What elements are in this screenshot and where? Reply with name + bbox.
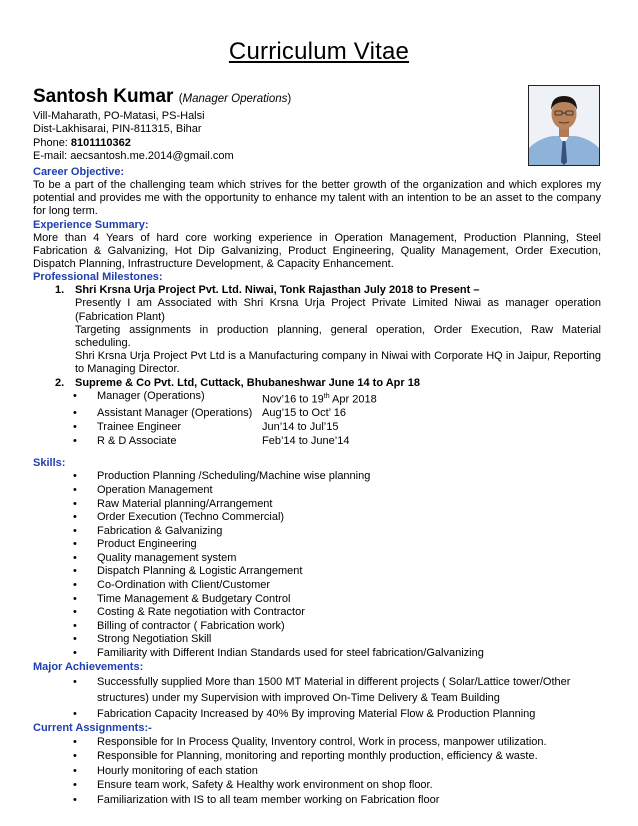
role-title: • Trainee Engineer — [97, 420, 181, 433]
milestone-line: Presently I am Associated with Shri Krsna Urja Project Private Limited Niwai as manager operation (Fabrication Plant) — [75, 297, 601, 323]
career-objective-text: To be a part of the challenging team which strives for the better growth of the organization and which explores my potential and provides me with the opportunity to enhance my talent with an intention to be an asset to the company for long term. — [33, 179, 601, 218]
candidate-name: Santosh Kumar — [33, 86, 174, 107]
skill-item: • Quality management system — [33, 552, 601, 566]
role-row — [33, 407, 601, 421]
assignment-item: • Familiarization with IS to all team member working on Fabrication floor — [33, 793, 601, 808]
skill-item: • Time Management & Budgetary Control — [33, 593, 601, 607]
assignment-item: • Hourly monitoring of each station — [33, 764, 601, 779]
assignment-item: • Responsible for Planning, monitoring and reporting monthly production, efficiency & waste. — [33, 749, 601, 764]
role-period: Feb’14 to June’14 — [262, 434, 350, 447]
skills-heading: Skills: — [33, 457, 66, 470]
skill-item: • Product Engineering — [33, 538, 601, 552]
skill-item: • Order Execution (Techno Commercial) — [33, 511, 601, 525]
phone-label: Phone: — [33, 136, 71, 149]
achievement-item: • Fabrication Capacity Increased by 40% By improving Material Flow & Production Planning — [33, 706, 601, 722]
phone-line — [33, 137, 513, 150]
experience-summary-text: More than 4 Years of hard core working experience in Operation Management, Production Planning, Steel Fabrication & Galvanizing, Hot Dip Galvanizing, Product Engineering, Quality Management, Order Execution, Dispatch Planning, Infrastructure Development, & Capacity Enhancement. — [33, 231, 601, 271]
role-period: Nov’16 to 19th Apr 2018 — [262, 392, 377, 406]
role-title: • Manager (Operations) — [97, 389, 205, 402]
skill-item: • Production Planning /Scheduling/Machine wise planning — [33, 470, 601, 484]
milestone-title: Supreme & Co Pvt. Ltd, Cuttack, Bhubaneshwar June 14 to Apr 18 — [75, 376, 420, 389]
role-row — [33, 390, 601, 407]
role-row — [33, 421, 601, 435]
skill-item: • Co-Ordination with Client/Customer — [33, 579, 601, 593]
milestone-line: Shri Krsna Urja Project Pvt Ltd is a Manufacturing company in Niwai with Corporate HQ in Jaipur, Reporting to Managing Director. — [75, 350, 601, 376]
assignment-item: • Ensure team work, Safety & Healthy work environment on shop floor. — [33, 778, 601, 793]
resume-body — [33, 166, 601, 808]
address-line-2: Dist-Lakhisarai, PIN-811315, Bihar — [33, 123, 202, 136]
achievements-list — [33, 674, 601, 722]
role-row — [33, 435, 601, 449]
current-assignments-list — [33, 735, 601, 808]
role-period: Jun’14 to Jul’15 — [262, 420, 339, 433]
skill-item: • Billing of contractor ( Fabrication work) — [33, 620, 601, 634]
professional-milestones-heading: Professional Milestones: — [33, 271, 163, 284]
assignment-item: • Responsible for In Process Quality, Inventory control, Work in process, manpower utilization. — [33, 735, 601, 750]
skill-item: • Dispatch Planning & Logistic Arrangement — [33, 565, 601, 579]
milestone-number: 1. — [55, 284, 65, 297]
email-line: E-mail: aecsantosh.me.2014@gmail.com — [33, 149, 234, 162]
skill-item: • Raw Material planning/Arrangement — [33, 498, 601, 512]
experience-summary-heading: Experience Summary: — [33, 218, 149, 231]
profile-photo — [528, 85, 600, 166]
major-achievements-heading: Major Achievements: — [33, 660, 144, 673]
milestone-number: 2. — [55, 376, 65, 389]
role-title: • R & D Associate — [97, 434, 177, 447]
role-title: • Assistant Manager (Operations) — [97, 407, 253, 420]
career-objective-heading: Career Objective: — [33, 166, 125, 178]
milestone-title: Shri Krsna Urja Project Pvt. Ltd. Niwai, Tonk Rajasthan July 2018 to Present – — [75, 284, 480, 297]
role-period: Aug’15 to Oct’ 16 — [262, 407, 346, 420]
contact-header: Santosh Kumar (Manager Operations) Vill-Maharath, PO-Matasi, PS-Halsi Dist-Lakhisarai, PIN-811315, Bihar Phone: 8101110362 E-mail: aecsantosh.me.2014@gmail.com — [33, 86, 513, 163]
milestone-1 — [33, 284, 601, 376]
skill-item: • Strong Negotiation Skill — [33, 633, 601, 647]
current-assignments-heading: Current Assignments:- — [33, 721, 152, 734]
skill-item: • Costing & Rate negotiation with Contractor — [33, 606, 601, 620]
milestone-2 — [33, 377, 601, 390]
phone-number: 8101110362 — [70, 136, 131, 149]
skill-item: • Operation Management — [33, 484, 601, 498]
skills-list — [33, 470, 601, 660]
person-photo-icon — [529, 86, 599, 165]
skill-item: • Familiarity with Different Indian Standards used for steel fabrication/Galvanizing — [33, 647, 601, 661]
milestone-line: Targeting assignments in production planning, general operation, Order Execution, Raw Material scheduling. — [75, 323, 601, 350]
achievement-item: • Successfully supplied More than 1500 MT Material in different projects ( Solar/Lattice tower/Other structures) under my Supervision with improved On-Time Delivery & Team Building — [33, 674, 601, 706]
candidate-role: Manager Operations — [182, 93, 288, 105]
address-line-1: Vill-Maharath, PO-Matasi, PS-Halsi — [33, 110, 205, 122]
document-title: Curriculum Vitae — [228, 38, 410, 65]
skill-item: • Fabrication & Galvanizing — [33, 525, 601, 539]
